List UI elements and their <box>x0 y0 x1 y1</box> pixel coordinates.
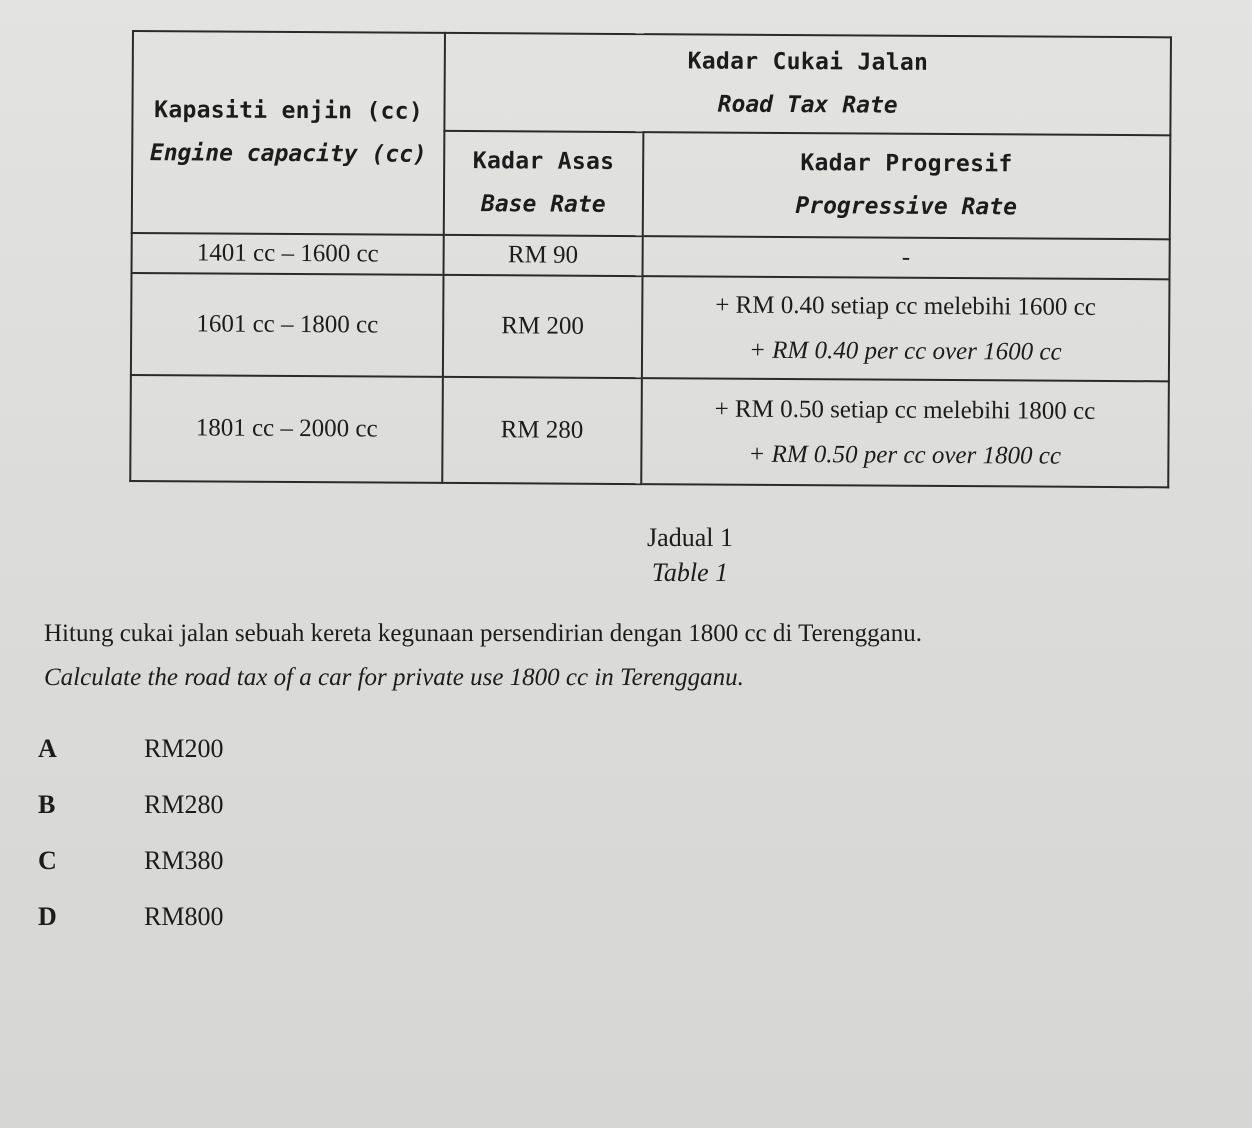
progressive-rate-en: + RM 0.50 per cc over 1800 cc <box>748 440 1062 470</box>
base-rate-cell <box>444 235 643 276</box>
option-value: RM800 <box>144 902 224 931</box>
base-rate-cell <box>442 377 641 484</box>
option-c[interactable] <box>38 846 223 876</box>
progressive-rate-cell <box>641 378 1169 487</box>
progressive-rate-ms: + RM 0.50 setiap cc melebihi 1800 cc <box>714 395 1096 425</box>
question-text-en: Calculate the road tax of a car for private use 1800 cc in Terengganu. <box>44 664 744 691</box>
table-row <box>130 375 1169 487</box>
option-value: RM380 <box>144 846 224 875</box>
base-rate-value: RM 90 <box>507 241 579 269</box>
option-letter: D <box>38 902 57 931</box>
progressive-rate-value: - <box>901 243 911 272</box>
progressive-rate-ms: + RM 0.40 setiap cc melebihi 1600 cc <box>715 291 1097 321</box>
road-tax-rate-header-en: Road Tax Rate <box>717 91 898 119</box>
capacity-value: 1801 cc – 2000 cc <box>195 414 378 443</box>
engine-capacity-header-en: Engine capacity (cc) <box>149 140 427 168</box>
base-rate-cell <box>443 275 642 378</box>
progressive-rate-en: + RM 0.40 per cc over 1600 cc <box>748 336 1062 366</box>
road-tax-rate-header <box>445 33 1171 135</box>
option-letter: A <box>38 734 57 763</box>
table-caption-ms: Jadual 1 <box>647 523 733 552</box>
table-row <box>132 233 1170 279</box>
base-rate-header <box>444 131 643 236</box>
base-rate-header-ms: Kadar Asas <box>472 147 615 175</box>
progressive-rate-header-en: Progressive Rate <box>795 193 1018 221</box>
option-b[interactable] <box>38 790 223 820</box>
capacity-cell <box>131 273 444 377</box>
progressive-rate-header <box>642 132 1170 239</box>
table-caption-en: Table 1 <box>651 558 729 587</box>
base-rate-value: RM 280 <box>500 416 584 445</box>
progressive-rate-header-ms: Kadar Progresif <box>800 149 1013 178</box>
capacity-cell <box>132 233 444 275</box>
engine-capacity-header <box>132 31 445 235</box>
capacity-cell <box>130 375 443 483</box>
question-text-ms: Hitung cukai jalan sebuah kereta kegunaan persendirian dengan 1800 cc di Terengganu. <box>44 620 923 647</box>
progressive-rate-cell <box>642 236 1170 279</box>
option-value: RM200 <box>144 734 224 763</box>
option-d[interactable] <box>38 902 223 932</box>
road-tax-table <box>129 30 1172 488</box>
option-letter: C <box>38 846 57 875</box>
option-value: RM280 <box>144 790 224 819</box>
base-rate-header-en: Base Rate <box>480 191 606 218</box>
capacity-value: 1401 cc – 1600 cc <box>196 239 379 268</box>
option-a[interactable] <box>38 734 223 764</box>
road-tax-rate-header-ms: Kadar Cukai Jalan <box>687 48 929 76</box>
capacity-value: 1601 cc – 1800 cc <box>196 310 379 339</box>
engine-capacity-header-ms: Kapasiti enjin (cc) <box>154 96 424 125</box>
progressive-rate-cell <box>641 276 1169 381</box>
table-row <box>131 273 1170 381</box>
option-letter: B <box>38 790 56 819</box>
base-rate-value: RM 200 <box>501 312 584 341</box>
